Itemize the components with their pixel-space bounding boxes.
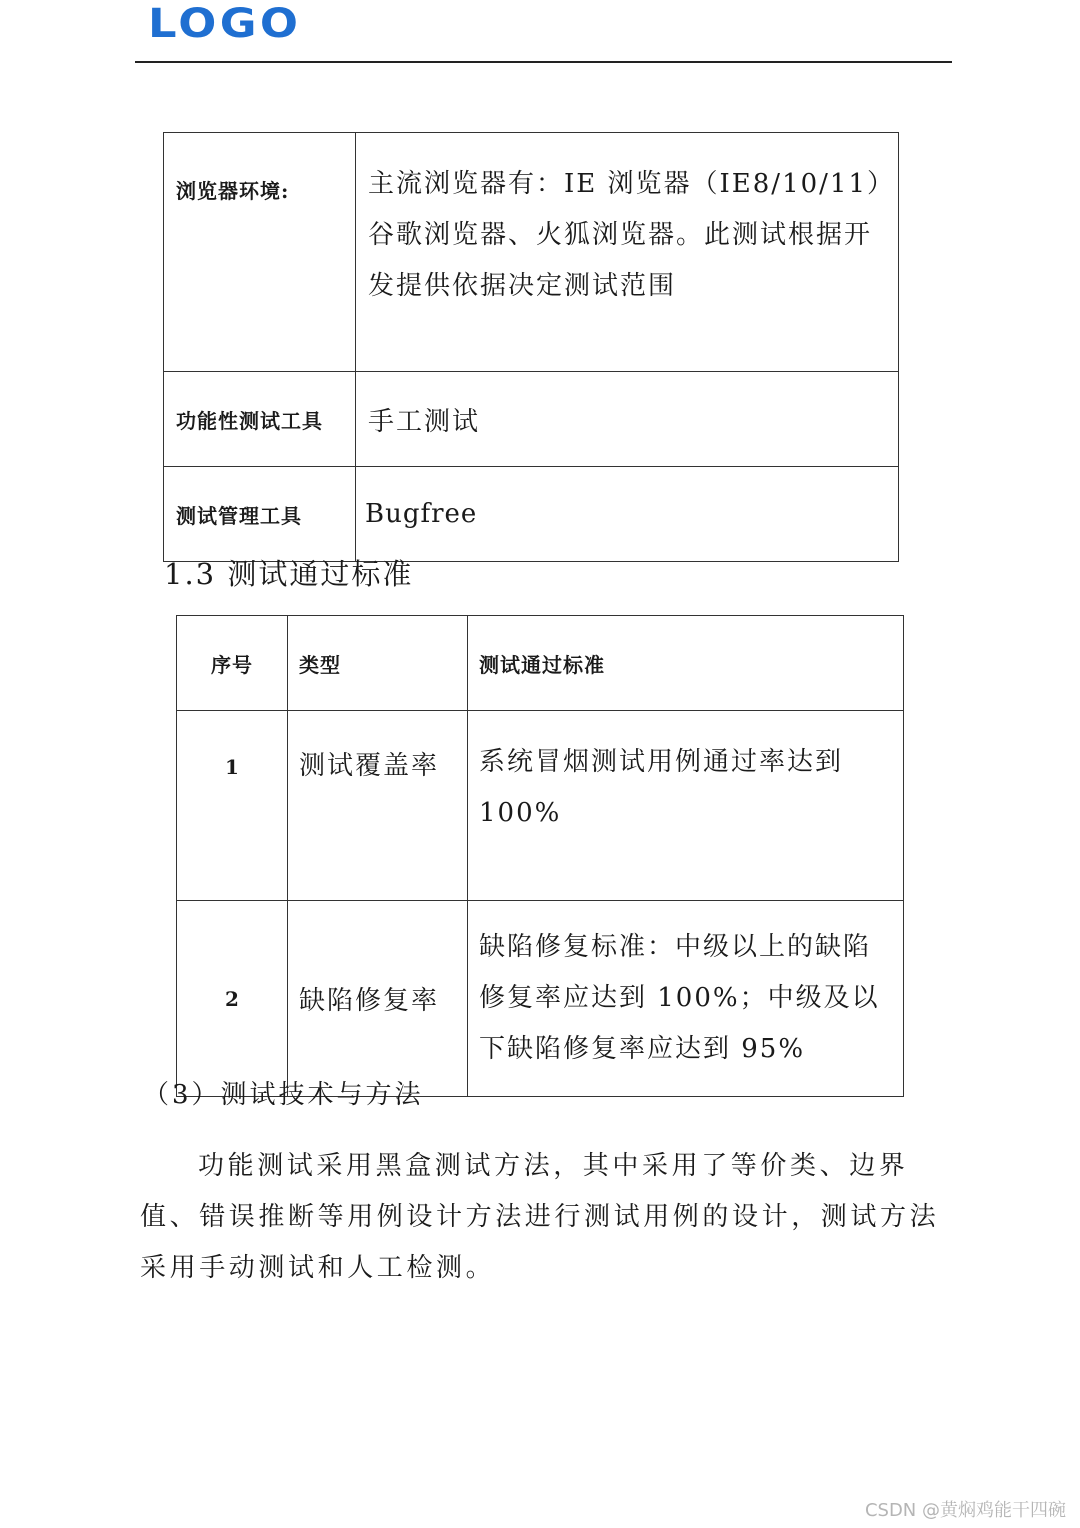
environment-table [163, 132, 899, 562]
body-paragraph: 功能测试采用黑盒测试方法，其中采用了等价类、边界值、错误推断等用例设计方法进行测试用例的设计，测试方法采用手动测试和人工检测。 [140, 1151, 940, 1283]
cell-standard: 缺陷修复标准：中级以上的缺陷修复率应达到 100%；中级及以下缺陷修复率应达到 95% [468, 901, 904, 1097]
logo: LOGO [148, 1, 302, 47]
cell-no: 1 [177, 711, 288, 901]
header-cell-no: 序号 [177, 616, 288, 711]
header-rule [135, 61, 952, 63]
table-row [164, 133, 899, 372]
table-row [177, 711, 904, 901]
cell-no: 2 [177, 901, 288, 1097]
table-row [164, 372, 899, 467]
row-label: 浏览器环境: [164, 133, 356, 372]
table-row [177, 901, 904, 1097]
table-header-row [177, 616, 904, 711]
row-label: 测试管理工具 [164, 467, 356, 562]
section-heading: 1.3 测试通过标准 [164, 557, 414, 591]
row-value: 手工测试 [356, 372, 899, 467]
header-cell-standard: 测试通过标准 [468, 616, 904, 711]
criteria-table [176, 615, 904, 1097]
row-value: Bugfree [356, 467, 899, 562]
row-label: 功能性测试工具 [164, 372, 356, 467]
header-cell-type: 类型 [288, 616, 468, 711]
cell-type: 测试覆盖率 [288, 711, 468, 901]
watermark: CSDN @黄焖鸡能干四碗 [864, 1500, 1066, 1521]
section-heading: （3）测试技术与方法 [143, 1080, 424, 1110]
cell-type: 缺陷修复率 [288, 901, 468, 1097]
cell-standard: 系统冒烟测试用例通过率达到100% [468, 711, 904, 901]
row-value: 主流浏览器有：IE 浏览器（IE8/10/11）谷歌浏览器、火狐浏览器。此测试根据开发提供依据决定测试范围 [356, 133, 899, 372]
table-row [164, 467, 899, 562]
